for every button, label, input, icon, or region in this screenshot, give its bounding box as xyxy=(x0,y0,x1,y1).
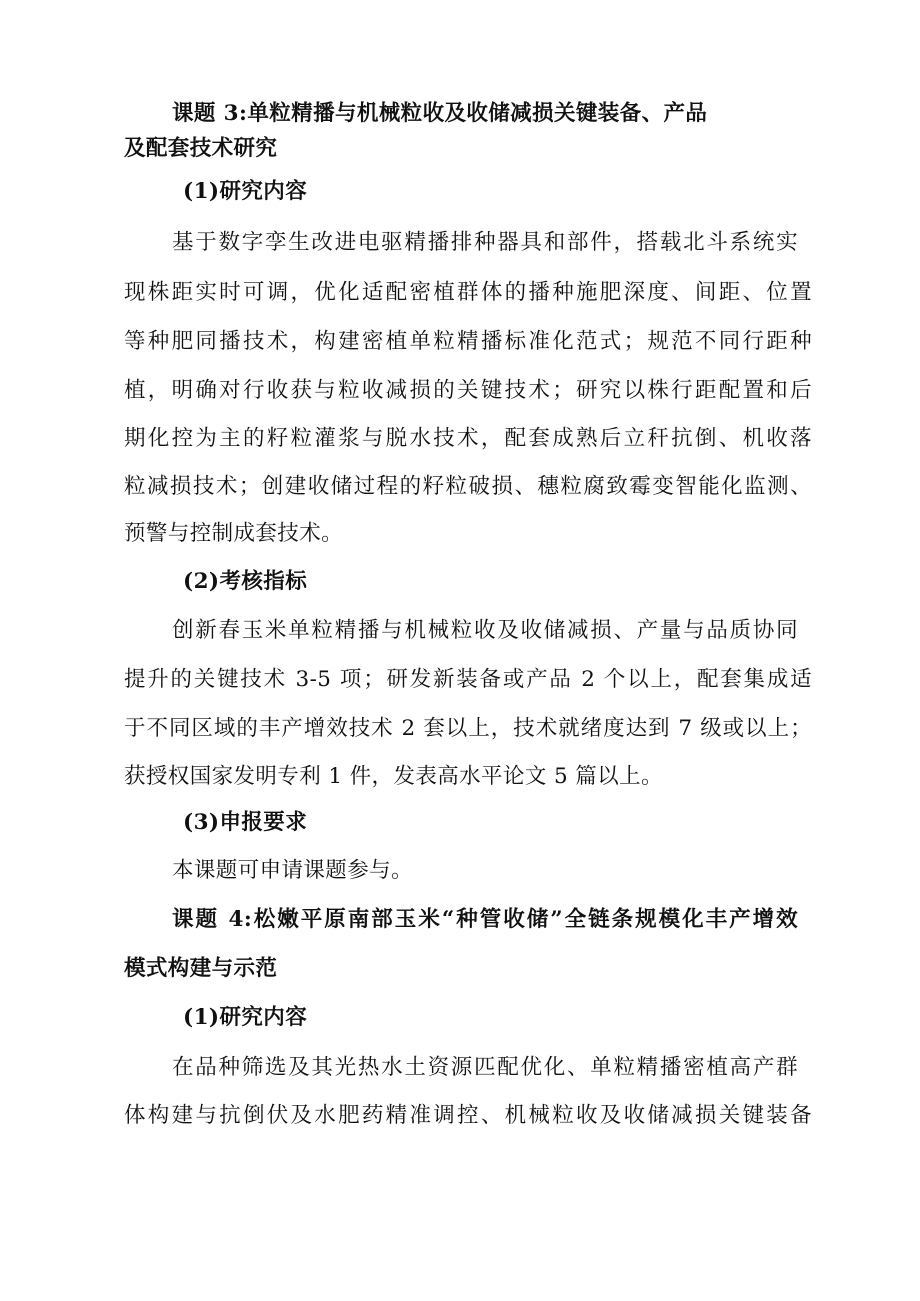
topic3-s2-body-line: 获授权国家发明专利 1 件，发表高水平论文 5 篇以上。 xyxy=(124,764,663,789)
topic4-s1-body-line: 体构建与抗倒伏及水肥药精准调控、机械粒收及收储减损关键装备 xyxy=(124,1103,812,1128)
topic3-s1-body-line: 粒减损技术；创建收储过程的籽粒破损、穗粒腐致霉变智能化监测、 xyxy=(124,474,812,499)
topic3-s1-body-line: 预警与控制成套技术。 xyxy=(124,521,344,546)
topic3-s2-body-line: 提升的关键技术 3-5 项；研发新装备或产品 2 个以上，配套集成适 xyxy=(124,667,812,692)
topic3-s1-body-line: 等种肥同播技术，构建密植单粒精播标准化范式；规范不同行距种 xyxy=(124,329,812,354)
topic3-s2-body-line: 于不同区域的丰产增效技术 2 套以上，技术就绪度达到 7 级或以上； xyxy=(124,716,812,741)
topic4-section1-heading: (1)研究内容 xyxy=(183,1005,308,1030)
topic3-title-line2: 及配套技术研究 xyxy=(124,136,278,161)
topic3-s1-body-line: 基于数字孪生改进电驱精播排种器具和部件，搭载北斗系统实 xyxy=(172,230,798,255)
topic3-section1-heading: (1)研究内容 xyxy=(183,179,308,204)
topic3-s3-body: 本课题可申请课题参与。 xyxy=(172,858,413,883)
topic4-s1-body-line: 在品种筛选及其光热水土资源匹配优化、单粒精播密植高产群 xyxy=(172,1055,798,1080)
topic3-title-line1: 课题 3:单粒精播与机械粒收及收储减损关键装备、产品 xyxy=(172,101,708,126)
topic3-section2-heading: (2)考核指标 xyxy=(183,569,308,594)
topic4-title-line1: 课题 4:松嫩平原南部玉米“种管收储”全链条规模化丰产增效 xyxy=(172,907,798,932)
topic3-s1-body-line: 植，明确对行收获与粒收减损的关键技术；研究以株行距配置和后 xyxy=(124,378,812,403)
topic3-s1-body-line: 期化控为主的籽粒灌浆与脱水技术，配套成熟后立秆抗倒、机收落 xyxy=(124,426,812,451)
topic3-s1-body-line: 现株距实时可调，优化适配密植群体的播种施肥深度、间距、位置 xyxy=(124,280,812,305)
topic3-section3-heading: (3)申报要求 xyxy=(183,810,308,835)
topic4-title-line2: 模式构建与示范 xyxy=(124,956,278,981)
topic3-s2-body-line: 创新春玉米单粒精播与机械粒收及收储减损、产量与品质协同 xyxy=(172,618,798,643)
